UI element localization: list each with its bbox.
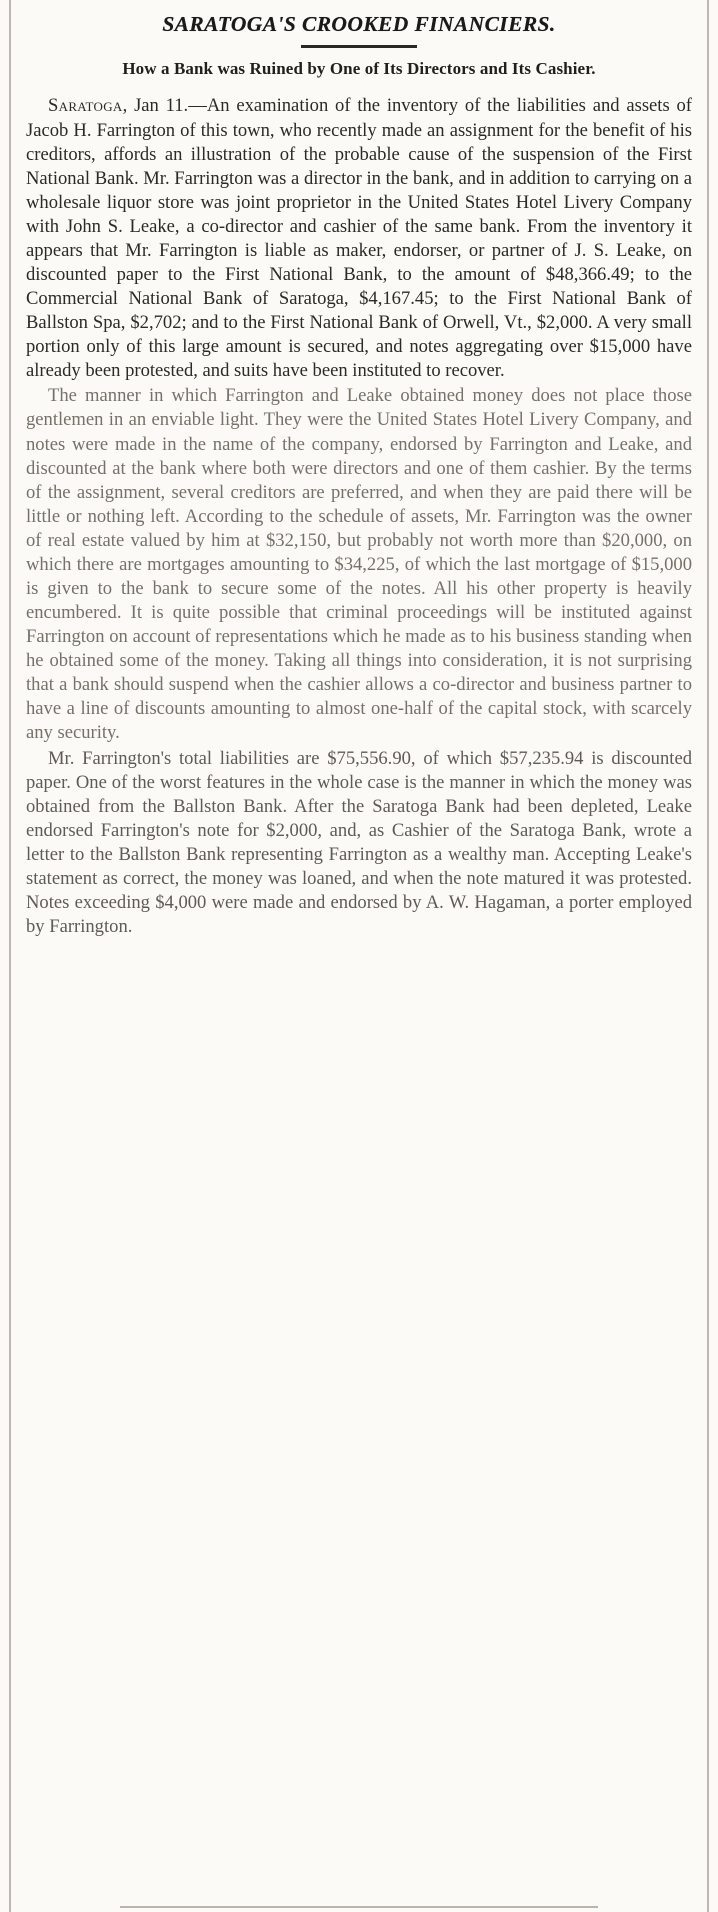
subheadline: How a Bank was Ruined by One of Its Directors and Its Cashier. — [122, 59, 596, 78]
paragraph-1 — [26, 94, 692, 383]
bottom-divider — [120, 1906, 598, 1908]
article-body — [26, 94, 692, 939]
paragraph-3: Mr. Farrington's total liabilities are $75,556.90, of which $57,235.94 is discounted paper. One of the worst features in the whole case is the manner in which the money was obtained from the Ballston Bank. After the Saratoga Bank had been depleted, Leake endorsed Farrington's note for $2,000, and, as Cashier of the Saratoga Bank, wrote a letter to the Ballston Bank representing Farrington as a wealthy man. Accepting Leake's statement as correct, the money was loaned, and when the note matured it was protested. Notes exceeding $4,000 were made and endorsed by A. W. Hagaman, a porter employed by Farrington. — [26, 747, 692, 938]
paragraph-1-text: An examination of the inventory of the liabilities and assets of Jacob H. Farrington of this town, who recently made an assignment for the benefit of his creditors, affords an illustration of the probable cause of the suspension of the First National Bank. Mr. Farrington was a director in the bank, and in addition to carrying on a wholesale liquor store was joint proprietor in the United States Hotel Livery Company with John S. Leake, a co-director and cashier of the same bank. From the inventory it appears that Mr. Farrington is liable as maker, endorser, or partner of J. S. Leake, on discounted paper to the First National Bank, to the amount of $48,366.49; to the Commercial National Bank of Saratoga, $4,167.45; to the First National Bank of Ballston Spa, $2,702; and to the First National Bank of Orwell, Vt., $2,000. A very small portion only of this large amount is secured, and notes aggregating over $15,000 have already been protested, and suits have been instituted to recover. — [26, 95, 692, 382]
headline-divider — [301, 45, 417, 48]
dateline-rest: , Jan 11.— — [122, 95, 207, 117]
column-rule-left — [9, 0, 11, 1912]
paragraph-2: The manner in which Farrington and Leake obtained money does not place those gentlemen in an enviable light. They were the United States Hotel Livery Company, and notes were made in the name of the company, endorsed by Farrington and Leake, and discounted at the bank where both were directors and one of them cashier. By the terms of the assignment, several creditors are preferred, and when they are paid there will be little or nothing left. According to the schedule of assets, Mr. Farrington was the owner of real estate valued by him at $32,150, but probably not worth more than $20,000, on which there are mortgages amounting to $34,225, of which the last mortgage of $15,000 is given to the bank to secure some of the notes. All his other property is heavily encumbered. It is quite possible that criminal proceedings will be instituted against Farrington on account of representations which he made as to his business standing when he obtained some of the money. Taking all things into consideration, it is not surprising that a bank should suspend when the cashier allows a co-director and business partner to have a line of discounts amounting to almost one-half of the capital stock, with scarcely any security. — [26, 385, 692, 744]
dateline-place: Saratoga — [48, 95, 123, 117]
column-rule-right — [707, 0, 709, 1912]
article-column — [26, 12, 692, 940]
page-title: SARATOGA'S CROOKED FINANCIERS. — [162, 12, 556, 36]
